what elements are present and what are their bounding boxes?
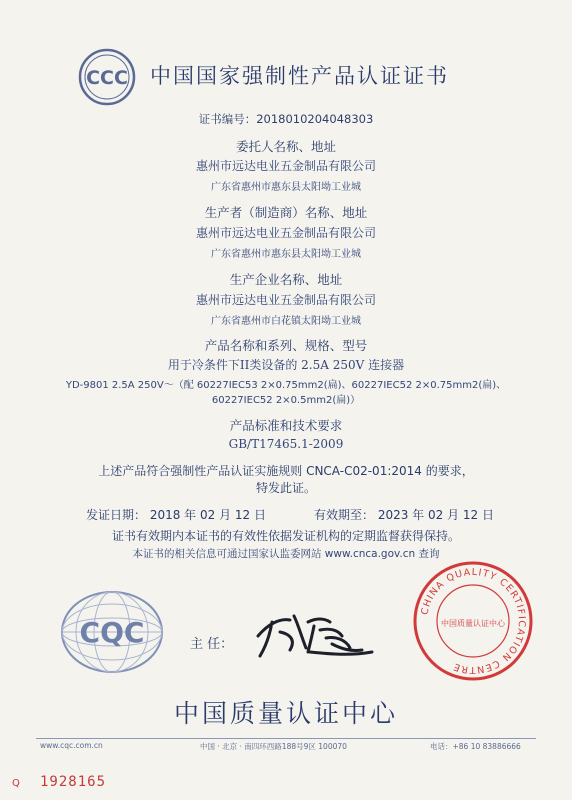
certification-seal xyxy=(412,560,534,682)
certificate-number: 证书编号：2018010204048303 xyxy=(198,112,374,126)
statement-line-2: 特发此证。 xyxy=(255,481,316,495)
ccc-logo xyxy=(78,48,136,106)
applicant-title: 委托人名称、地址 xyxy=(235,139,336,154)
applicant-address: 广东省惠州市惠东县太阳坳工业城 xyxy=(211,182,361,193)
footer-divider xyxy=(36,738,536,739)
footer-website[interactable]: www.cqc.com.cn xyxy=(40,741,103,750)
product-model-line-2: 60227IEC52 2×0.5mm2(扁)） xyxy=(211,395,361,406)
footer-organization: 中国质量认证中心 xyxy=(173,699,398,728)
director-signature xyxy=(250,604,380,660)
ccc-logo-text: CCC xyxy=(86,67,128,89)
validity-note: 证书有效期内本证书的有效性依据发证机构的定期监督获得保持。 xyxy=(111,529,460,543)
cqc-logo-text: CQC xyxy=(79,616,145,649)
footer-phone: 电话：+86 10 83886666 xyxy=(430,742,521,751)
info-note: 本证书的相关信息可通过国家认监委网站 www.cnca.gov.cn 查询 xyxy=(132,548,440,560)
footer-address: 中国 · 北京 · 南四环西路188号9区 100070 xyxy=(200,742,347,751)
director-label: 主 任： xyxy=(190,637,234,652)
standard-value: GB/T17465.1-2009 xyxy=(228,437,344,451)
manufacturer-title: 生产者（制造商）名称、地址 xyxy=(204,205,368,220)
standard-title: 产品标准和技术要求 xyxy=(229,418,343,433)
product-description: 用于冷条件下II类设备的 2.5A 250V 连接器 xyxy=(167,358,405,372)
factory-address: 广东省惠州市白花镇太阳坳工业城 xyxy=(211,316,361,327)
seal-center-text: 中国质量认证中心 xyxy=(441,619,505,628)
product-title: 产品名称和系列、规格、型号 xyxy=(204,338,368,353)
applicant-name: 惠州市远达电业五金制品有限公司 xyxy=(195,159,376,173)
serial-prefix: Q xyxy=(12,778,20,789)
valid-until-date: 有效期至： 2023 年 02 月 12 日 xyxy=(314,508,494,522)
cqc-logo xyxy=(58,586,166,678)
serial-number: 1928165 xyxy=(40,774,107,790)
factory-name: 惠州市远达电业五金制品有限公司 xyxy=(195,293,376,307)
manufacturer-address: 广东省惠州市惠东县太阳坳工业城 xyxy=(211,249,361,260)
statement-line-1: 上述产品符合强制性产品认证实施规则 CNCA-C02-01:2014 的要求， xyxy=(98,464,474,478)
issue-date: 发证日期： 2018 年 02 月 12 日 xyxy=(86,508,266,522)
manufacturer-name: 惠州市远达电业五金制品有限公司 xyxy=(195,226,376,240)
seal-ring-text: CHINA QUALITY CERTIFICATION CENTRE xyxy=(419,566,528,676)
product-model-line-1: YD-9801 2.5A 250V～（配 60227IEC53 2×0.75mm2(扁)、60227IEC52 2×0.75mm2(扁)、 xyxy=(65,380,507,391)
factory-title: 生产企业名称、地址 xyxy=(229,272,343,287)
page-title: 中国国家强制性产品认证证书 xyxy=(150,64,449,88)
